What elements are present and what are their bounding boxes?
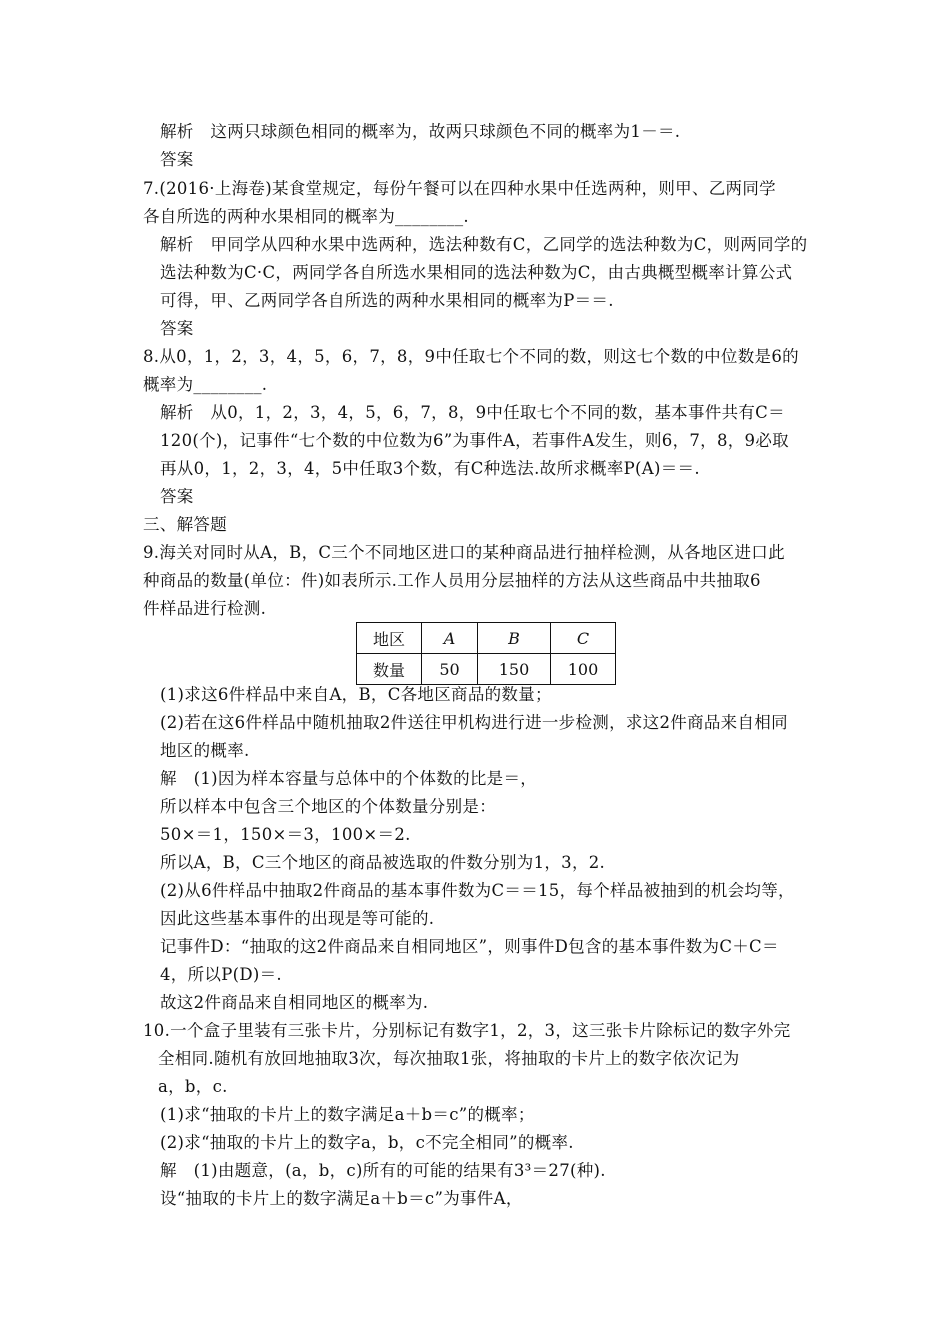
question-9-line-2: 种商品的数量(单位：件)如表所示.工作人员用分层抽样的方法从这些商品中共抽取6: [143, 571, 761, 590]
question-10-part-1: (1)求“抽取的卡片上的数字满足a＋b＝c”的概率；: [160, 1105, 535, 1124]
question-9-line-1: 9.海关对同时从A，B，C三个不同地区进口的某种商品进行抽样检测，从各地区进口此: [143, 543, 785, 562]
solution-q9-line-9: 故这2件商品来自相同地区的概率为.: [160, 993, 429, 1012]
table-cell: C: [551, 623, 616, 654]
analysis-q8-line-3: 再从0，1，2，3，4，5中任取3个数，有C种选法.故所求概率P(A)＝＝.: [160, 459, 700, 478]
solution-q9-line-7: 记事件D：“抽取的这2件商品来自相同地区”，则事件D包含的基本事件数为C＋C＝: [160, 937, 779, 956]
solution-q9-line-8: 4，所以P(D)＝.: [160, 965, 282, 984]
table-row: [357, 654, 616, 685]
table-cell: A: [422, 623, 478, 654]
question-10-line-2: 全相同.随机有放回地抽取3次，每次抽取1张，将抽取的卡片上的数字依次记为: [158, 1049, 740, 1068]
quantity-table: [356, 622, 616, 685]
question-9-part-1: (1)求这6件样品中来自A，B，C各地区商品的数量；: [160, 685, 552, 704]
solution-q9-line-2: 所以样本中包含三个地区的个体数量分别是：: [160, 797, 496, 816]
answer-label-q6: 答案: [160, 150, 194, 169]
question-10-line-1: 10.一个盒子里装有三张卡片，分别标记有数字1，2，3，这三张卡片除标记的数字外完: [143, 1021, 791, 1040]
question-10-part-2: (2)求“抽取的卡片上的数字a，b，c不完全相同”的概率.: [160, 1133, 574, 1152]
table-cell: 地区: [357, 623, 422, 654]
table-cell: 100: [551, 654, 616, 685]
question-9-line-3: 件样品进行检测.: [143, 599, 267, 618]
solution-q10-line-2: 设“抽取的卡片上的数字满足a＋b＝c”为事件A，: [160, 1189, 523, 1208]
answer-label-q8: 答案: [160, 487, 194, 506]
analysis-q8-line-2: 120(个)，记事件“七个数的中位数为6”为事件A，若事件A发生，则6，7，8，9必取: [160, 431, 789, 450]
solution-q9-line-1: 解 (1)因为样本容量与总体中的个体数的比是＝，: [160, 769, 538, 788]
section-heading: 三、解答题: [143, 515, 227, 534]
solution-q10-line-1: 解 (1)由题意，(a，b，c)所有的可能的结果有3³＝27(种).: [160, 1161, 606, 1180]
analysis-q7-line-3: 可得，甲、乙两同学各自所选的两种水果相同的概率为P＝＝.: [160, 291, 614, 310]
solution-q9-line-5: (2)从6件样品中抽取2件商品的基本事件数为C＝＝15，每个样品被抽到的机会均等，: [160, 881, 795, 900]
answer-label-q7: 答案: [160, 319, 194, 338]
table-cell: 数量: [357, 654, 422, 685]
question-7-line-1: 7.(2016·上海卷)某食堂规定，每份午餐可以在四种水果中任选两种，则甲、乙两同学: [143, 179, 776, 198]
question-9-part-2-line-1: (2)若在这6件样品中随机抽取2件送往甲机构进行进一步检测，求这2件商品来自相同: [160, 713, 788, 732]
question-10-line-3: a，b，c.: [158, 1077, 228, 1096]
table-cell: 150: [478, 654, 551, 685]
table-cell: B: [478, 623, 551, 654]
table-cell: 50: [422, 654, 478, 685]
question-8-line-1: 8.从0，1，2，3，4，5，6，7，8，9中任取七个不同的数，则这七个数的中位数是6的: [143, 347, 799, 366]
analysis-q8-line-1: 解析 从0，1，2，3，4，5，6，7，8，9中任取七个不同的数，基本事件共有C＝: [160, 403, 785, 422]
analysis-q6: 解析 这两只球颜色相同的概率为，故两只球颜色不同的概率为1－＝.: [160, 122, 681, 141]
solution-q9-line-6: 因此这些基本事件的出现是等可能的.: [160, 909, 435, 928]
solution-q9-line-4: 所以A，B，C三个地区的商品被选取的件数分别为1，3，2.: [160, 853, 606, 872]
table-header-row: [357, 623, 616, 654]
analysis-q7-line-2: 选法种数为C·C，两同学各自所选水果相同的选法种数为C，由古典概型概率计算公式: [160, 263, 793, 282]
question-9-part-2-line-2: 地区的概率.: [160, 741, 250, 760]
solution-q9-line-3: 50×＝1，150×＝3，100×＝2.: [160, 825, 411, 844]
question-8-line-2: 概率为________.: [143, 375, 268, 394]
question-7-line-2: 各自所选的两种水果相同的概率为________.: [143, 207, 469, 226]
analysis-q7-line-1: 解析 甲同学从四种水果中选两种，选法种数有C，乙同学的选法种数为C，则两同学的: [160, 235, 808, 254]
